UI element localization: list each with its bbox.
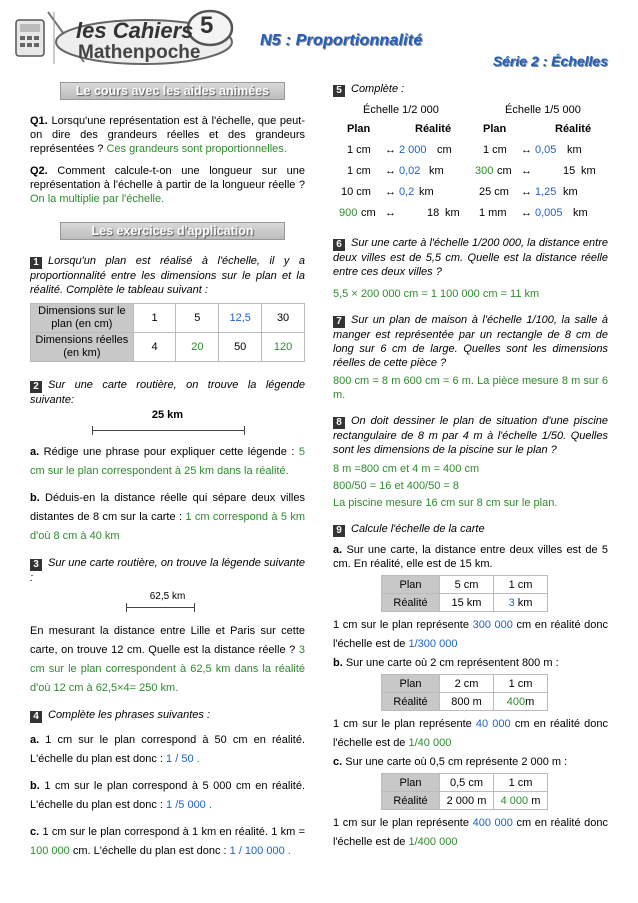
- page-header: [0, 0, 638, 80]
- ex5-row: 10 cm ↔ 0,2 km 25 cm ↔ 1,25 km: [341, 186, 578, 198]
- ex9a: a. Sur une carte, la distance entre deux villes est de 5 cm. En réalité, elle est de 15 km.: [333, 544, 608, 570]
- ex8: 8 On doit dessiner le plan de situation d'une piscine rectangulaire de 8 m par 4 m à l'échelle 1/50. Quelles sont les dimensions de la piscine sur le plan ?: [333, 415, 608, 456]
- q1: Q1. Lorsqu'une représentation est à l'échelle, que peut-on dire des grandeurs réelles et des grandeurs représentées ? Ces grandeurs sont proportionnelles.: [30, 115, 305, 155]
- ex9c-answer: 1 cm sur le plan représente 400 000 cm en réalité donc l'échelle est de 1/400 000: [333, 817, 609, 848]
- ex2-number: 2: [30, 381, 42, 393]
- right-column: [333, 82, 608, 852]
- q2: Q2. Comment calcule-t-on une longueur sur une représentation à l'échelle à partir de la longueur réelle ? On la multiplie par l'échelle.: [30, 165, 305, 205]
- ex4b: b. 1 cm sur le plan correspond à 5 000 cm en réalité. L'échelle du plan est donc : 1 /5 000 .: [30, 780, 305, 811]
- ex9c: c. Sur une carte où 0,5 cm représente 2 000 m :: [333, 756, 568, 768]
- ex5-scale2: Échelle 1/5 000: [505, 104, 581, 116]
- banner-exercises: Les exercices d'application: [60, 222, 285, 240]
- ex2: 2 Sur une carte routière, on trouve la légende suivante:: [30, 379, 305, 406]
- ex3-body: En mesurant la distance entre Lille et Paris sur cette carte, on trouve 12 cm. Quelle est la distance réelle ? 3 cm sur le plan correspondent à 62,5 km dans la réalité d'où 12 cm à 62,5×4= 250 km.: [30, 625, 306, 694]
- ex9a-table: Plan 5 cm 1 cm Réalité 15 km 3 km: [381, 575, 548, 612]
- ex1: 1 Lorsqu'un plan est réalisé à l'échelle, il y a proportionnalité entre les dimensions sur le plan et la réalité. Complète le tableau suivant :: [30, 255, 305, 296]
- ex9b-answer: 1 cm sur le plan représente 40 000 cm en réalité donc l'échelle est de 1/40 000: [333, 718, 608, 749]
- ex8-answer3: La piscine mesure 16 cm sur 8 cm sur le plan.: [333, 497, 558, 509]
- logo-grade: 5: [200, 12, 214, 39]
- ex4-number: 4: [30, 711, 42, 723]
- ex5: 5 Complète :: [333, 82, 608, 97]
- ex4c: c. 1 cm sur le plan correspond à 1 km en réalité. 1 km = 100 000 cm. L'échelle du plan est donc : 1 / 100 000 .: [30, 826, 305, 857]
- ex1-row1-head: Dimensions sur le plan (en cm): [31, 304, 134, 333]
- ex8-answer1: 8 m =800 cm et 4 m = 400 cm: [333, 463, 480, 475]
- q1-answer: Ces grandeurs sont proportionnelles.: [106, 143, 287, 155]
- banner-course: Le cours avec les aides animées: [60, 82, 285, 100]
- ex8-answer2: 800/50 = 16 et 400/50 = 8: [333, 480, 460, 492]
- logo: [14, 6, 246, 70]
- ex7: 7 Sur un plan de maison à l'échelle 1/100, la salle à manger est représentée par un rectangle de 8 cm de long sur 6 cm de large. Quelles sont les dimensions réelles de cette pièce ?: [333, 314, 608, 369]
- ex7-number: 7: [333, 316, 345, 328]
- ex1-number: 1: [30, 257, 42, 269]
- series-title: Série 2 : Échelles: [492, 53, 608, 69]
- q2-answer: On la multiplie par l'échelle.: [30, 193, 165, 205]
- logo-text-top: les Cahiers: [76, 18, 194, 43]
- ex1-row2-head: Dimensions réelles (en km): [31, 333, 134, 362]
- ex2-scale-bar: [30, 421, 305, 439]
- ex9c-table: Plan 0,5 cm 1 cm Réalité 2 000 m 4 000 m: [381, 773, 548, 810]
- ex5-number: 5: [333, 85, 345, 97]
- ex4a: a. 1 cm sur le plan correspond à 50 cm en réalité. L'échelle du plan est donc : 1 / 50 .: [30, 734, 306, 765]
- ex5-row: 1 cm ↔ 2 000 cm 1 cm ↔ 0,05 km: [347, 144, 582, 156]
- ex1-table: Dimensions sur le plan (en cm) 1 5 12,5 30 Dimensions réelles (en km) 4 20 50 120: [30, 303, 305, 362]
- left-column: [30, 82, 305, 861]
- ex5-table: Échelle 1/2 000 Échelle 1/5 000 Plan Réalité Plan Réalité 1 cm ↔ 2 000 cm 1 cm ↔ 0,05 km 1 cm ↔ 0,02 km 300 cm ↔ 15 km 10 cm ↔ 0,2 km 25 cm ↔ 1,25 km 900 cm ↔ 18 km 1 mm ↔ 0,005 km: [333, 101, 608, 224]
- ex9: 9 Calcule l'échelle de la carte: [333, 522, 608, 537]
- ex3: 3 Sur une carte routière, on trouve la légende suivante :: [30, 557, 305, 584]
- ex2a: a. Rédige une phrase pour expliquer cette légende : 5 cm sur le plan correspondent à 25 km dans la réalité.: [30, 446, 306, 477]
- ex3-number: 3: [30, 559, 42, 571]
- ex6: 6 Sur une carte à l'échelle 1/200 000, la distance entre deux villes est de 5,5 cm. Quelle est la distance réelle entre ces deux villes ?: [333, 237, 608, 278]
- ex7-answer: 800 cm = 8 m 600 cm = 6 m. La pièce mesure 8 m sur 6 m.: [333, 375, 608, 401]
- ex3-scale-label: 62,5 km: [149, 591, 186, 602]
- ex6-answer: 5,5 × 200 000 cm = 1 100 000 cm = 11 km: [333, 288, 540, 300]
- ex9-number: 9: [333, 525, 345, 537]
- ex9b: b. Sur une carte où 2 cm représentent 800 m :: [333, 657, 559, 669]
- ex6-number: 6: [333, 239, 345, 251]
- ex8-number: 8: [333, 417, 345, 429]
- ex2-scale-label: 25 km: [151, 409, 184, 421]
- ex2b: b. Déduis-en la distance réelle qui sépare deux villes distantes de 8 cm sur la carte : 1 cm correspond à 5 km d'où 8 cm à 40 km: [30, 492, 305, 542]
- ex5-row: 900 cm ↔ 18 km 1 mm ↔ 0,005 km: [339, 207, 588, 219]
- ex3-scale-bar: [30, 602, 305, 614]
- ex5-row: 1 cm ↔ 0,02 km 300 cm ↔ 15 km: [347, 165, 596, 177]
- ex4: 4 Complète les phrases suivantes :: [30, 708, 305, 723]
- logo-text-bottom: Mathenpoche: [78, 42, 201, 63]
- ex9a-answer: 1 cm sur le plan représente 300 000 cm en réalité donc l'échelle est de 1/300 000: [333, 619, 609, 650]
- ex5-scale1: Échelle 1/2 000: [363, 104, 439, 116]
- page-title: N5 : Proportionnalité: [260, 32, 423, 49]
- ex9b-table: Plan 2 cm 1 cm Réalité 800 m 400m: [381, 674, 548, 711]
